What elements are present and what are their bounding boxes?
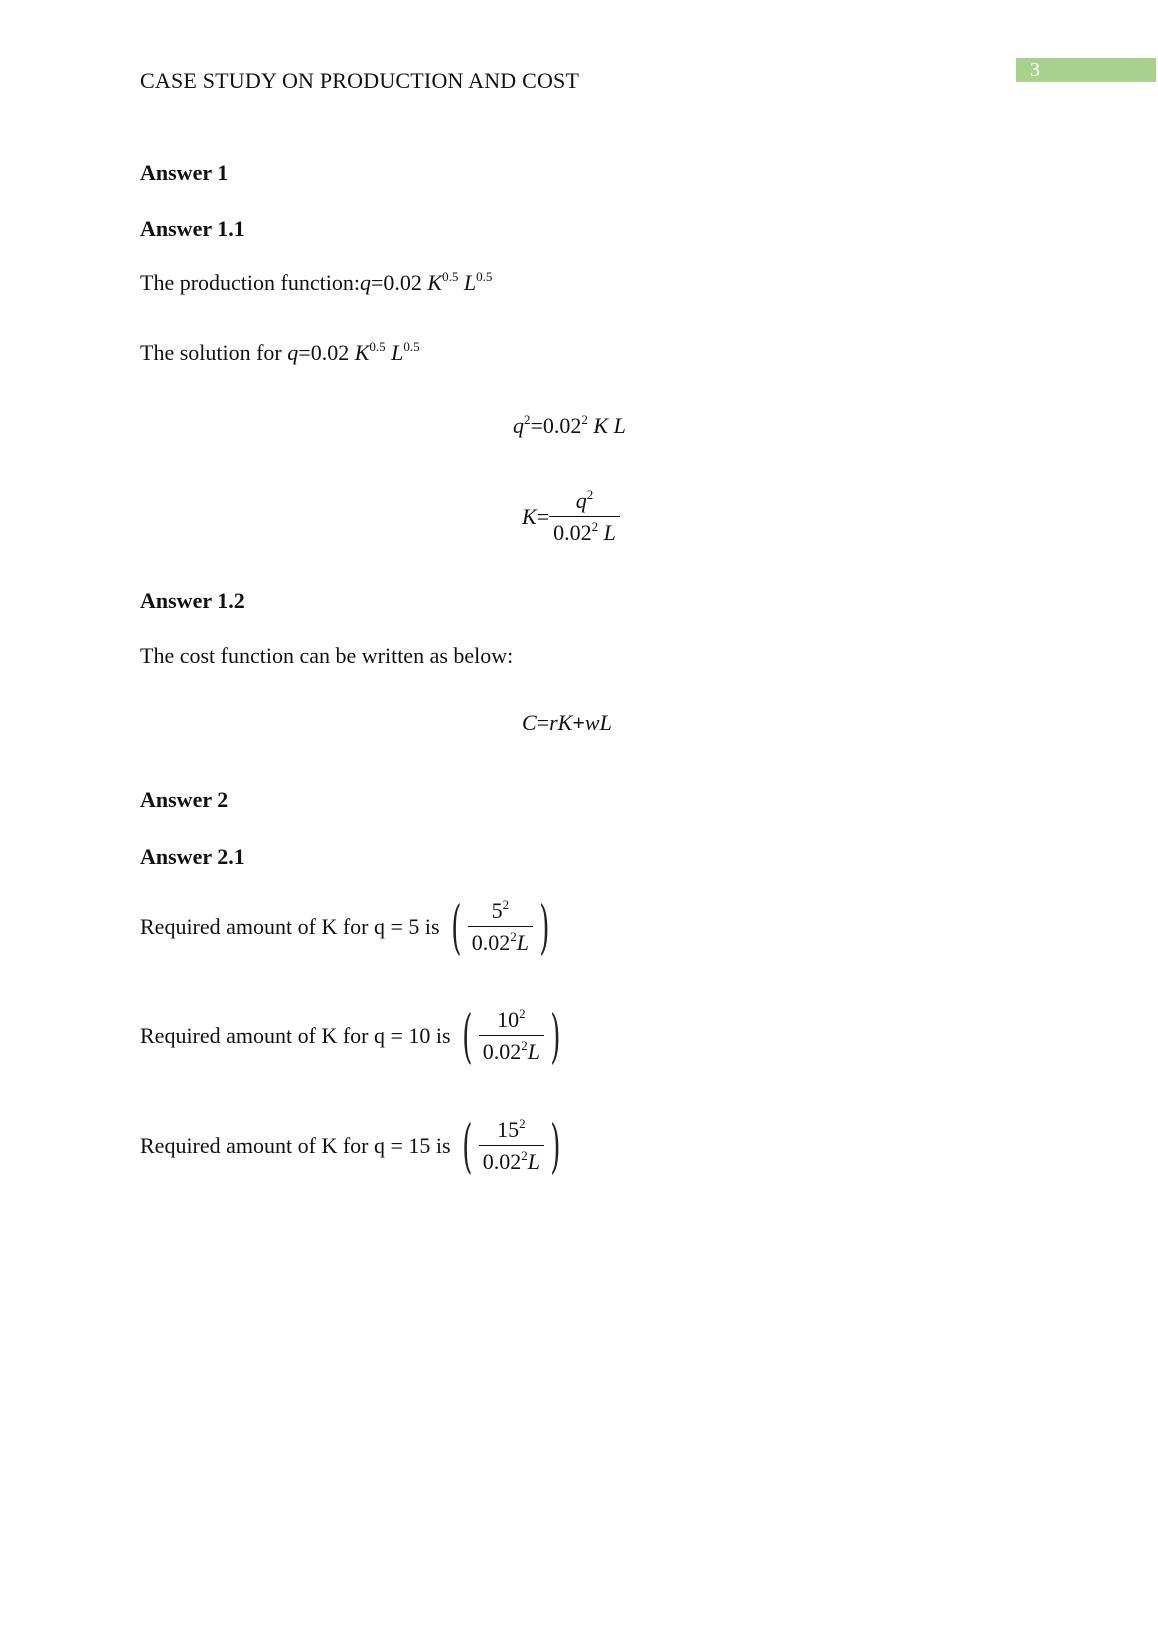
page-number: 3 (1016, 58, 1156, 82)
solution-intro-text: The solution for (140, 340, 282, 365)
heading-answer-2-1: Answer 2.1 (140, 844, 245, 869)
k-q15-expression: ( $\frac{15^2}{0.02^2L}$ ) (462, 1112, 561, 1180)
required-k-q10: Required amount of K for q = 10 is ( $\frac{10^2}{0.02^2L}$ ) (140, 1004, 567, 1068)
heading-answer-1-2: Answer 1.2 (140, 588, 245, 613)
solution-line (140, 340, 420, 366)
running-header: CASE STUDY ON PRODUCTION AND COST (140, 68, 580, 93)
heading-answer-2: Answer 2 (140, 787, 229, 812)
equation-k-solution: K = $\frac{q^2}{0.02^2 L}$ (522, 488, 620, 546)
required-k-q5: Required amount of K for q = 5 is ( $\frac{5^2}{0.02^2L}$ ) (140, 895, 556, 959)
heading-answer-1: Answer 1 (140, 160, 229, 185)
production-equation: q=0.02 $K^{0.5}$ $L^{0.5}$ (359, 269, 493, 295)
required-k-q15: Required amount of K for q = 15 is ( $\frac{15^2}{0.02^2L}$ ) (140, 1114, 567, 1178)
cost-function-intro: The cost function can be written as below: (140, 643, 514, 668)
k-q5-expression: ( $\frac{5^2}{0.02^2L}$ ) (451, 893, 550, 961)
k-fraction: $\frac{q^2}{0.02^2 L}$ (549, 488, 620, 546)
production-function-line (140, 270, 492, 296)
solution-equation: q=0.02 $K^{0.5}$ $L^{0.5}$ (287, 339, 420, 365)
production-intro-text: The production function: (140, 270, 360, 295)
heading-answer-1-1: Answer 1.1 (140, 216, 245, 241)
equation-q-squared: $q^2=0.02^2$ K L (513, 412, 626, 438)
equation-cost: C=rK+wL (522, 710, 612, 735)
k-q10-expression: ( $\frac{10^2}{0.02^2L}$ ) (462, 1002, 561, 1070)
